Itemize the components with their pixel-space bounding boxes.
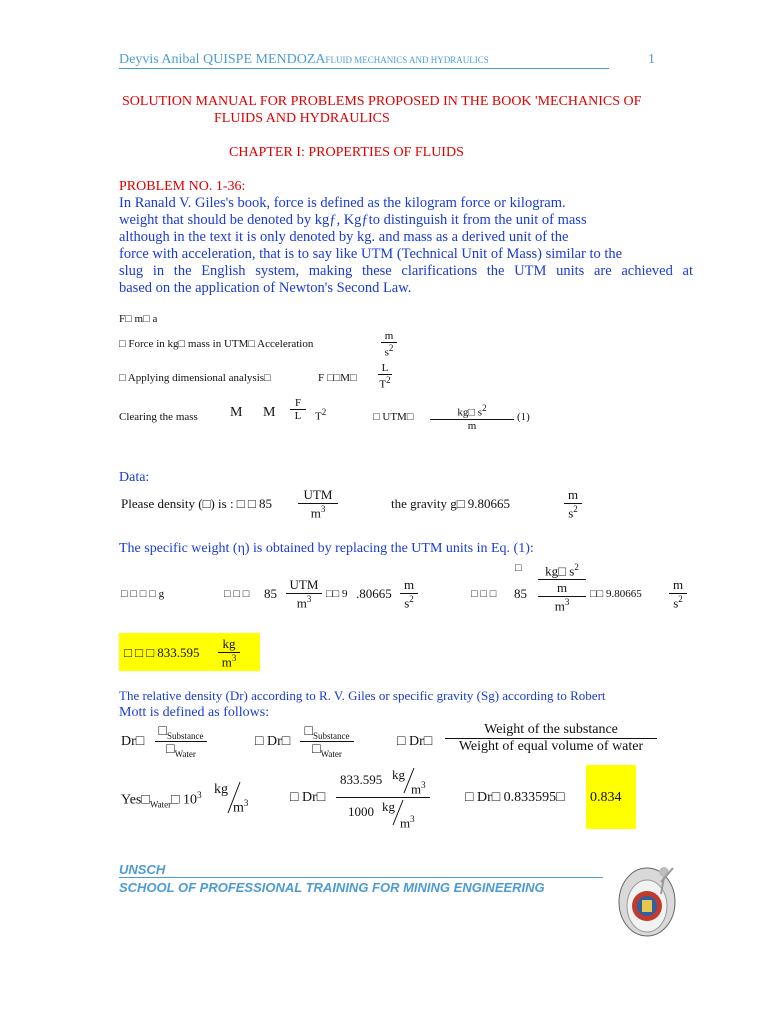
density-unit-num: UTM (298, 487, 338, 504)
clear-M2: M (263, 405, 276, 420)
dim-fraction (378, 362, 392, 391)
clear-F: F (290, 397, 306, 410)
clear-utm-num-base: kg□ s (457, 406, 483, 419)
dr4-den-m3-exp: 3 (410, 814, 415, 824)
sw-eq3-num-base: kg□ s (545, 563, 575, 579)
dr4-den-kg: kg (382, 799, 395, 814)
dr2-den-sub: Water (320, 748, 342, 759)
density-unit-den-base: m (310, 505, 321, 521)
dim-analysis-text: □ Applying dimensional analysis□ (119, 372, 271, 384)
density-unit-den-exp: 3 (320, 504, 326, 514)
dr1-den (155, 742, 207, 759)
dim-M: □□M□ (327, 372, 357, 384)
dr4-den-m3 (400, 814, 415, 831)
dr2-num-sym: □ (304, 724, 313, 739)
force-line-den-exp: 2 (388, 343, 394, 353)
dr4-lead: □ Dr□ (290, 790, 326, 805)
equation-tag-1: (1) (517, 411, 530, 423)
header-page-number: 1 (648, 52, 655, 67)
gravity-unit-den (564, 504, 582, 521)
clear-utm-fraction (430, 403, 514, 432)
gravity-unit-den-exp: 2 (573, 504, 578, 514)
result-unit-num: kg (218, 636, 240, 653)
dr4-num-m3 (411, 780, 426, 797)
problem-line-4: force with acceleration, that is to say like UTM (Technical Unit of Mass) similar to the (119, 246, 623, 262)
title-line-1: SOLUTION MANUAL FOR PROBLEMS PROPOSED IN THE BOOK 'MECHANICS OF (122, 94, 642, 109)
title-line-2: FLUIDS AND HYDRAULICS (214, 111, 390, 126)
gravity-unit-den-base: s (568, 505, 574, 521)
dr2-fraction (300, 724, 354, 759)
sw-eq3-num-exp: 2 (574, 562, 579, 572)
yes-sub: Water (149, 799, 172, 810)
yes-lead: Yes□ (121, 792, 150, 808)
dr3-num: Weight of the substance (445, 722, 657, 739)
dr4-den-m3-base: m (400, 815, 411, 831)
sw-eq3-s2 (669, 594, 687, 611)
dr2-lead: □ Dr□ (255, 734, 291, 749)
density-unit-den (298, 504, 338, 521)
problem-line-1: In Ranald V. Giles's book, force is defined as the kilogram force or kilogram. (119, 195, 566, 211)
sw-eq2-mid: □□ 9 (326, 588, 348, 600)
sw-eq3-m: m (538, 580, 586, 597)
clear-L: L (294, 410, 302, 422)
force-line (119, 338, 313, 350)
data-label: Data: (119, 470, 150, 485)
density-unit (298, 487, 338, 521)
sw-eq2-m3 (286, 594, 322, 611)
sw-eq2-m: m (400, 577, 418, 594)
dr3-lead: □ Dr□ (397, 734, 433, 749)
header-underline (119, 68, 609, 69)
force-line-den (381, 343, 397, 359)
problem-line-2: weight that should be denoted by kgƒ, Kgƒto distinguish it from the unit of mass (119, 212, 587, 228)
sw-eq2-85: 85 (264, 586, 277, 601)
dr1-lead: Dr□ (121, 734, 145, 749)
dr5-lead: □ Dr□ 0.833595□ (465, 790, 565, 805)
sw-eq3-85: 85 (514, 586, 527, 601)
sw-eq2-utm-fraction (286, 577, 322, 611)
sw-eq3-s2-exp: 2 (678, 594, 683, 604)
clear-fraction (290, 397, 306, 422)
footer-org: UNSCH (119, 862, 166, 877)
dr1-fraction (155, 724, 207, 759)
dr2-den-sym: □ (312, 741, 321, 757)
header-author (119, 52, 489, 68)
clear-T-exp: 2 (321, 407, 327, 417)
force-line-unit (381, 330, 397, 359)
gravity-unit (564, 487, 582, 521)
dr4-num-kg: kg (392, 767, 405, 782)
sw-eq3-m-unit: m (669, 577, 687, 594)
sw-eq2-lead: □ □ □ (224, 588, 250, 600)
sw-eq3-m3 (538, 597, 586, 614)
sw-eq3-num (538, 562, 586, 580)
dr5-result: 0.834 (590, 790, 622, 805)
dr1-den-sym: □ (166, 741, 175, 757)
sw-eq3-lead: □ □ □ (471, 588, 497, 600)
dr4-den: 1000 (348, 804, 374, 819)
sw-eq2-ms2-fraction (400, 577, 418, 611)
gravity-text: the gravity g□ 9.80665 (391, 496, 511, 511)
dim-L: L (378, 362, 392, 375)
sw-eq3-bracket-top: □ (515, 562, 522, 574)
sw-eq3-m3-base: m (554, 598, 565, 614)
sw-eq2-m3-base: m (296, 595, 307, 611)
dr4-num-m3-exp: 3 (421, 780, 426, 790)
clear-T-base: T (315, 410, 322, 423)
yes-m3-exp: 3 (243, 798, 249, 808)
problem-text (119, 195, 693, 297)
force-line-den-base: s (384, 346, 389, 359)
relative-density-intro-1: The relative density (Dr) according to R. V. Giles or specific gravity (Sg) according to Robert (119, 688, 606, 703)
dim-T-base: T (379, 378, 387, 391)
dr4-num (340, 772, 382, 788)
problem-label: PROBLEM NO. 1-36: (119, 179, 246, 194)
sw-eq3-fraction (538, 562, 586, 615)
specific-weight-intro: The specific weight (η) is obtained by replacing the UTM units in Eq. (1): (119, 541, 534, 556)
clear-utm-den: m (467, 419, 477, 432)
result-unit-den-base: m (221, 654, 232, 670)
sw-eq3-ms2-fraction (669, 577, 687, 611)
result-specific-weight: □ □ □ 833.595 (124, 645, 200, 660)
yes-water (121, 790, 202, 809)
yes-value: □ 10 (171, 792, 198, 808)
sw-eq3-m3-exp: 3 (564, 597, 570, 608)
school-logo (609, 862, 685, 938)
yes-kg: kg (214, 782, 228, 797)
clear-utm-num-exp: 2 (482, 403, 487, 413)
header-author-name: Deyvis Anibal QUISPE MENDOZA (119, 52, 326, 67)
header-subject: FLUID MECHANICS AND HYDRAULICS (325, 55, 489, 65)
dr1-num-sym: □ (158, 724, 167, 739)
dr3-den: Weight of equal volume of water (458, 739, 644, 754)
dim-F: F (318, 372, 325, 384)
clear-utm: □ UTM□ (373, 411, 414, 423)
yes-m3 (233, 798, 248, 817)
clear-utm-num (430, 403, 514, 420)
footer-school: SCHOOL OF PROFESSIONAL TRAINING FOR MINING ENGINEERING (119, 880, 545, 895)
newton-law: F□ m□ a (119, 313, 158, 325)
gravity-unit-num: m (564, 487, 582, 504)
clear-M1: M (230, 405, 243, 420)
clear-T (315, 407, 326, 423)
problem-line-6: based on the application of Newton's Second Law. (119, 280, 412, 296)
dr4-fraction-bar (336, 797, 430, 798)
sw-eq3-mid: □□ 9.80665 (590, 588, 642, 600)
sw-eq1: □ □ □ □ g (121, 588, 165, 600)
dr1-num-sub: Substance (166, 730, 204, 741)
problem-line-5: slug in the English system, making these clarifications the UTM units are achieved at (119, 263, 693, 279)
footer-underline (119, 877, 603, 878)
problem-line-3: although in the text it is only denoted by kg. and mass as a derived unit of the (119, 229, 569, 245)
dim-T-exp: 2 (386, 375, 391, 385)
clear-mass-text: Clearing the mass (119, 411, 198, 423)
result-unit-den (218, 653, 240, 670)
dr4-num-value: 833.595 (340, 772, 383, 787)
relative-density-intro-2: Mott is defined as follows: (119, 705, 270, 720)
sw-eq2-utm: UTM (286, 577, 322, 594)
yes-m3-base: m (233, 800, 244, 816)
dr2-num-sub: Substance (312, 730, 350, 741)
result-unit (218, 636, 240, 670)
result-unit-den-exp: 3 (231, 653, 237, 663)
force-line-text: □ Force in kg□ mass in UTM□ Acceleration (119, 338, 314, 350)
dr1-num (155, 724, 207, 742)
sw-eq2-s2-base: s (404, 595, 410, 611)
force-line-num: m (381, 330, 397, 343)
yes-exp: 3 (197, 790, 202, 800)
sw-eq3-s2-base: s (673, 595, 679, 611)
density-text: Please density (□) is : □ □ 85 (121, 496, 273, 511)
sw-eq2-s2 (400, 594, 418, 611)
dr4-num-m3-base: m (411, 781, 422, 797)
sw-eq2-98: .80665 (356, 586, 392, 601)
sw-eq2-s2-exp: 2 (409, 594, 414, 604)
dr2-den (300, 742, 354, 759)
dr2-num (300, 724, 354, 742)
chapter-title: CHAPTER I: PROPERTIES OF FLUIDS (229, 145, 464, 160)
sw-eq2-m3-exp: 3 (306, 594, 312, 604)
dr1-den-sub: Water (174, 748, 196, 759)
dr3-fraction (445, 722, 657, 755)
dim-T (378, 375, 392, 391)
